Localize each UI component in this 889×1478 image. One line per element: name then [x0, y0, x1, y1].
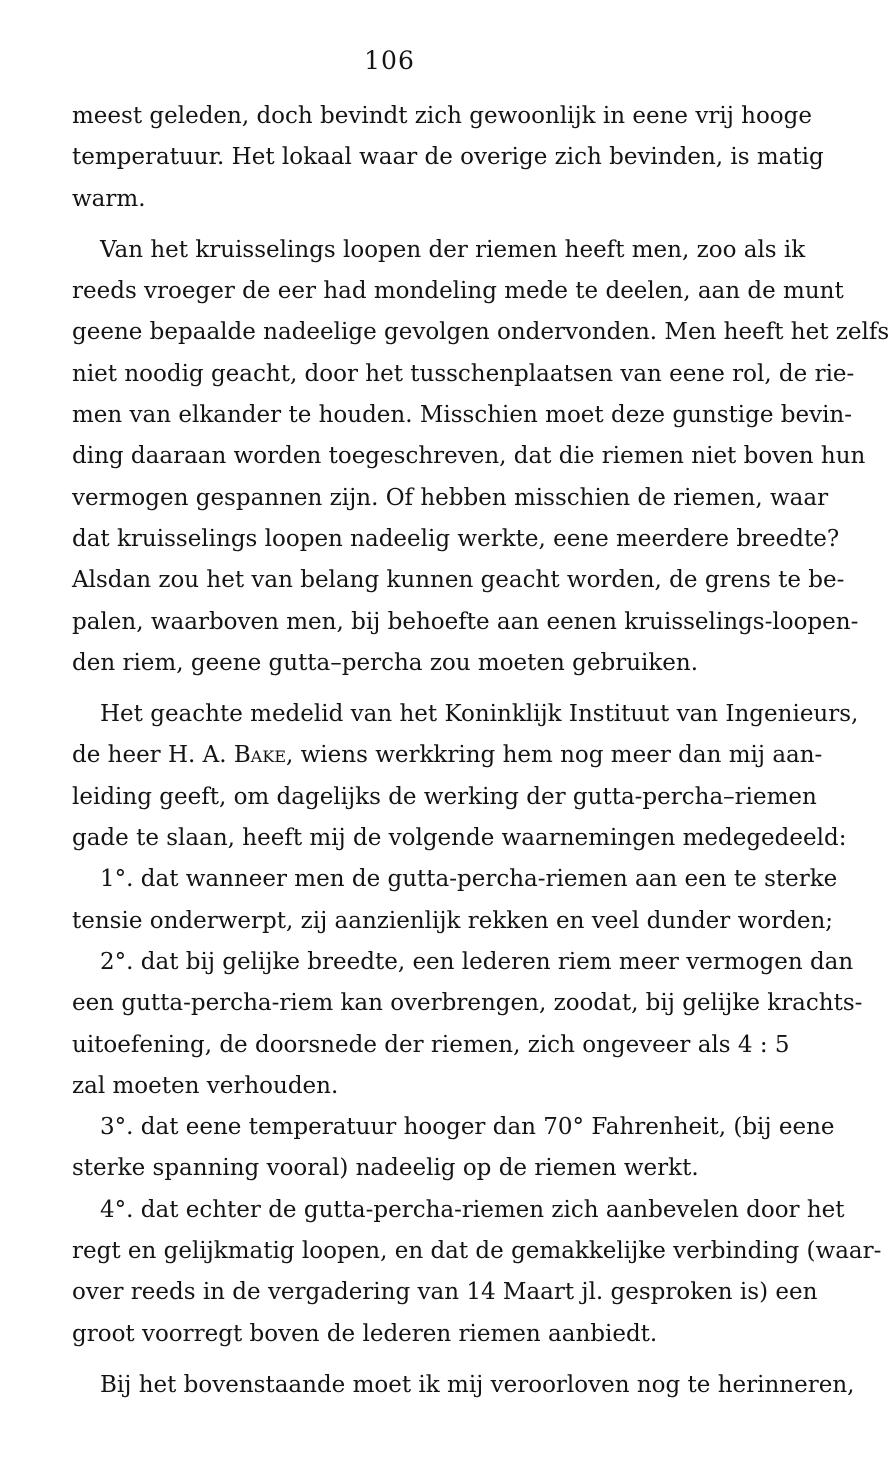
text-line: 4°. dat echter de gutta-percha-riemen zich aanbevelen door het: [100, 1196, 845, 1223]
text-line: sterke spanning vooral) nadeelig op de riemen werkt.: [72, 1155, 699, 1182]
text-line: tensie onderwerpt, zij aanzienlijk rekken en veel dunder worden;: [72, 907, 834, 934]
text-line: 1°. dat wanneer men de gutta-percha-riemen aan een te sterke: [100, 866, 838, 893]
text-line: uitoefening, de doorsnede der riemen, zich ongeveer als 4 : 5: [72, 1031, 790, 1058]
text-line: ding daaraan worden toegeschreven, dat die riemen niet boven hun: [72, 443, 866, 470]
text-fragment: de heer H. A.: [72, 742, 234, 769]
text-fragment: , wiens werkkring hem nog meer dan mij aan-: [286, 742, 823, 769]
text-line: dat kruisselings loopen nadeelig werkte, eene meerdere breedte?: [72, 525, 840, 552]
text-line: [72, 735, 823, 776]
text-line: 3°. dat eene temperatuur hooger dan 70° Fahrenheit, (bij eene: [100, 1114, 835, 1141]
text-line: niet noodig geacht, door het tusschenplaatsen van eene rol, de rie-: [72, 360, 855, 387]
text-line: palen, waarboven men, bij behoefte aan eenen kruisselings-loopen-: [72, 608, 859, 635]
body-text: [72, 96, 889, 1406]
paragraph: [72, 1365, 855, 1406]
numbered-item-2: [72, 942, 863, 1107]
small-caps-name: Bake: [233, 742, 286, 769]
text-line: zal moeten verhouden.: [72, 1072, 339, 1099]
text-line: groot voorregt boven de lederen riemen aanbiedt.: [72, 1320, 658, 1347]
text-line: Het geachte medelid van het Koninklijk Instituut van Ingenieurs,: [100, 701, 859, 728]
text-line: 2°. dat bij gelijke breedte, een lederen riem meer vermogen dan: [100, 948, 854, 975]
paragraph: [72, 694, 859, 859]
text-line: gade te slaan, heeft mij de volgende waarnemingen medegedeeld:: [72, 825, 847, 852]
text-line: over reeds in de vergadering van 14 Maart jl. gesproken is) een: [72, 1279, 818, 1306]
text-line: temperatuur. Het lokaal waar de overige zich bevinden, is matig: [72, 144, 824, 171]
text-line: Bij het bovenstaande moet ik mij veroorloven nog te herinneren,: [100, 1371, 855, 1398]
text-line: vermogen gespannen zijn. Of hebben misschien de riemen, waar: [72, 484, 829, 511]
page-number: 106: [364, 46, 415, 75]
text-line: den riem, geene gutta–percha zou moeten gebruiken.: [72, 649, 699, 676]
paragraph: [72, 96, 824, 220]
numbered-item-3: [72, 1107, 835, 1190]
text-line: warm.: [72, 185, 146, 212]
text-line: geene bepaalde nadeelige gevolgen ondervonden. Men heeft het zelfs: [72, 319, 889, 346]
text-line: meest geleden, doch bevindt zich gewoonlijk in eene vrij hooge: [72, 103, 812, 129]
text-line: men van elkander te houden. Misschien moet deze gunstige bevin-: [72, 402, 853, 429]
paragraph: [72, 230, 889, 684]
text-line: Alsdan zou het van belang kunnen geacht worden, de grens te be-: [72, 567, 845, 594]
numbered-item-4: [72, 1190, 882, 1355]
text-line: reeds vroeger de eer had mondeling mede te deelen, aan de munt: [72, 278, 844, 305]
text-line: een gutta-percha-riem kan overbrengen, zoodat, bij gelijke krachts-: [72, 990, 863, 1017]
text-line: regt en gelijkmatig loopen, en dat de gemakkelijke verbinding (waar-: [72, 1238, 882, 1265]
text-line: Van het kruisselings loopen der riemen heeft men, zoo als ik: [100, 236, 806, 263]
text-line: leiding geeft, om dagelijks de werking der gutta-percha–riemen: [72, 783, 817, 810]
numbered-item-1: [72, 859, 838, 942]
